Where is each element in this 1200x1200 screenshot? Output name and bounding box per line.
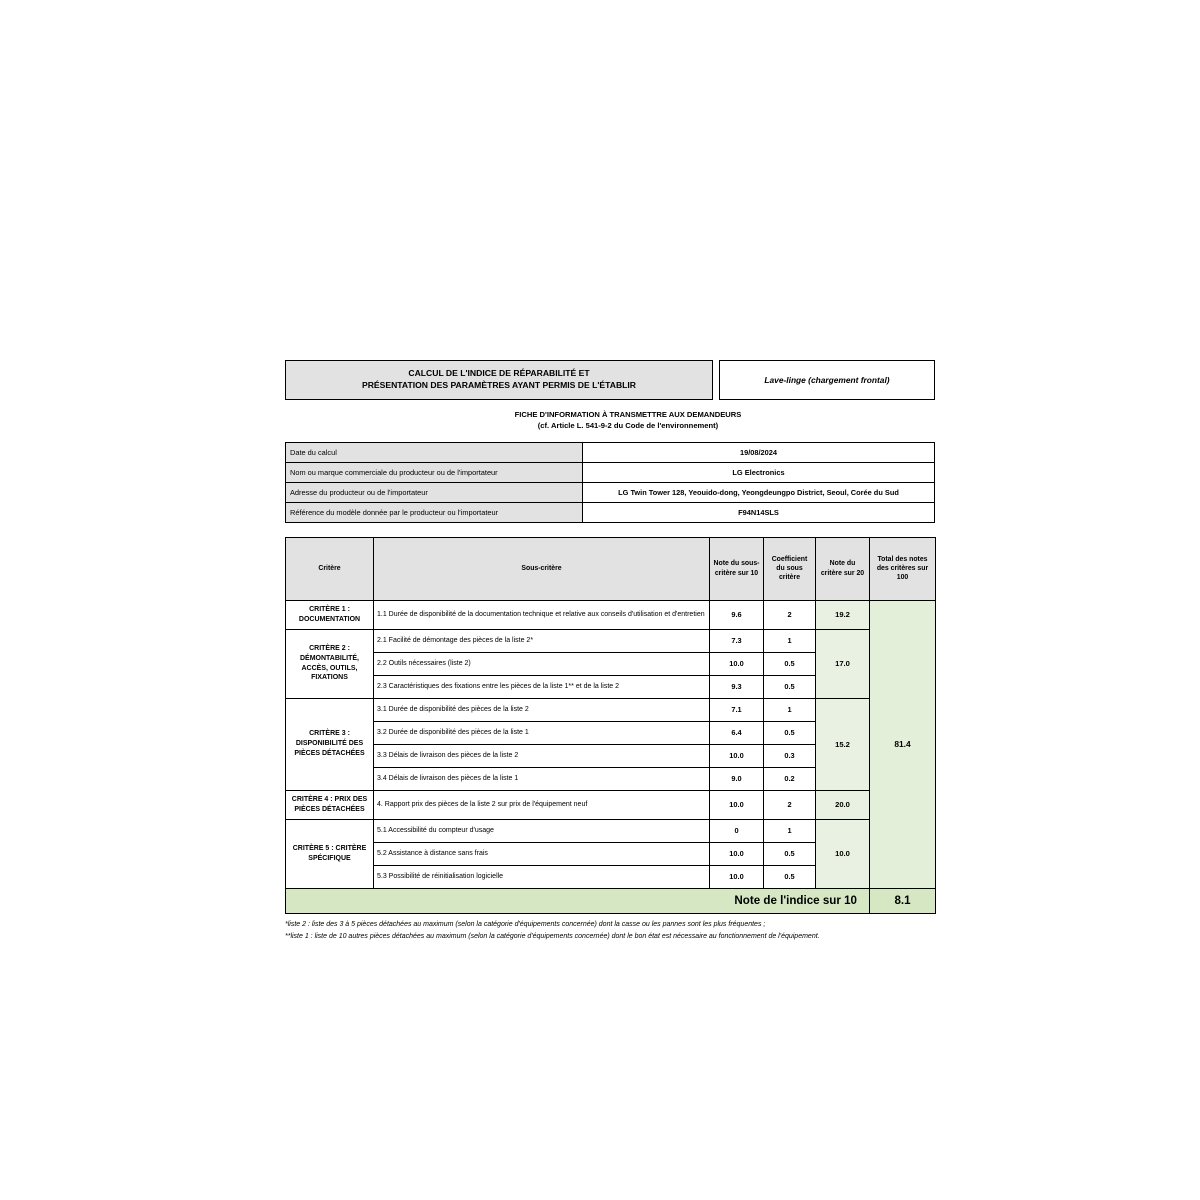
subcriterion-5-2-note10: 10.0 (710, 842, 764, 865)
table-header-row (286, 537, 936, 600)
table-row (286, 629, 936, 652)
column-header-note10: Note du sous-critère sur 10 (710, 537, 764, 600)
subcriterion-4-coefficient: 2 (764, 790, 816, 819)
table-row (286, 462, 935, 482)
document-header (285, 360, 935, 400)
subcriterion-3-1-note10: 7.1 (710, 698, 764, 721)
criteria-scoring-table (285, 537, 936, 889)
subcriterion-2-3-coefficient: 0.5 (764, 675, 816, 698)
column-header-total: Total des notes des critères sur 100 (870, 537, 936, 600)
subcriterion-5-2-coefficient: 0.5 (764, 842, 816, 865)
column-header-coefficient: Coefficient du sous critère (764, 537, 816, 600)
criterion-2-name: CRITÈRE 2 : DÉMONTABILITÉ, ACCÈS, OUTILS, FIXATIONS (286, 629, 374, 698)
table-row (286, 698, 936, 721)
footnote-liste-2: *liste 2 : liste des 3 à 5 pièces détachées au maximum (selon la catégorie d'équipements concernée) dont la casse ou les pannes sont les plus fréquentes ; (285, 920, 766, 928)
subcriterion-3-3-label: 3.3 Délais de livraison des pièces de la liste 2 (374, 744, 710, 767)
criterion-3-note20: 15.2 (816, 698, 870, 790)
total-score-100: 81.4 (870, 600, 936, 888)
subcriterion-4-label: 4. Rapport prix des pièces de la liste 2 sur prix de l'équipement neuf (374, 790, 710, 819)
info-label-date: Date du calcul (286, 442, 583, 462)
table-row (286, 819, 936, 842)
subcriterion-4-note10: 10.0 (710, 790, 764, 819)
table-row (286, 790, 936, 819)
subcriterion-3-4-label: 3.4 Délais de livraison des pièces de la liste 1 (374, 767, 710, 790)
info-value-brand: LG Electronics (583, 462, 935, 482)
table-row (286, 502, 935, 522)
subcriterion-2-1-label: 2.1 Facilité de démontage des pièces de la liste 2* (374, 629, 710, 652)
column-header-criterion: Critère (286, 537, 374, 600)
criterion-4-note20: 20.0 (816, 790, 870, 819)
subcriterion-3-2-note10: 6.4 (710, 721, 764, 744)
criterion-5-note20: 10.0 (816, 819, 870, 888)
subcriterion-5-1-coefficient: 1 (764, 819, 816, 842)
subcriterion-5-3-coefficient: 0.5 (764, 865, 816, 888)
criterion-1-name: CRITÈRE 1 : DOCUMENTATION (286, 600, 374, 629)
subcriterion-2-1-note10: 7.3 (710, 629, 764, 652)
table-row (286, 442, 935, 462)
document-subheader (285, 409, 935, 432)
info-value-model: F94N14SLS (583, 502, 935, 522)
reparability-index-sheet (285, 360, 935, 943)
subcriterion-3-4-coefficient: 0.2 (764, 767, 816, 790)
subcriterion-2-3-label: 2.3 Caractéristiques des fixations entre les pièces de la liste 1** et de la liste 2 (374, 675, 710, 698)
info-label-model: Référence du modèle donnée par le producteur ou l'importateur (286, 502, 583, 522)
subcriterion-3-1-coefficient: 1 (764, 698, 816, 721)
subcriterion-5-2-label: 5.2 Assistance à distance sans frais (374, 842, 710, 865)
table-row (286, 482, 935, 502)
subcriterion-2-3-note10: 9.3 (710, 675, 764, 698)
subcriterion-3-2-coefficient: 0.5 (764, 721, 816, 744)
document-title (285, 360, 713, 400)
table-row (286, 600, 936, 629)
document-title-line1: CALCUL DE L'INDICE DE RÉPARABILITÉ ET (408, 368, 590, 378)
final-index-row (285, 888, 936, 914)
product-category: Lave-linge (chargement frontal) (719, 360, 935, 400)
document-title-line2: PRÉSENTATION DES PARAMÈTRES AYANT PERMIS DE L'ÉTABLIR (361, 380, 637, 391)
subcriterion-2-2-label: 2.2 Outils nécessaires (liste 2) (374, 652, 710, 675)
subcriterion-3-4-note10: 9.0 (710, 767, 764, 790)
subcriterion-5-3-label: 5.3 Possibilité de réinitialisation logicielle (374, 865, 710, 888)
column-header-subcriterion: Sous-critère (374, 537, 710, 600)
info-value-address: LG Twin Tower 128, Yeouido-dong, Yeongdeungpo District, Seoul, Corée du Sud (583, 482, 935, 502)
info-label-brand: Nom ou marque commerciale du producteur ou de l'importateur (286, 462, 583, 482)
criterion-1-note20: 19.2 (816, 600, 870, 629)
subcriterion-1-1-coefficient: 2 (764, 600, 816, 629)
subcriterion-3-3-coefficient: 0.3 (764, 744, 816, 767)
subcriterion-5-1-note10: 0 (710, 819, 764, 842)
table-row (286, 888, 936, 913)
subcriterion-2-1-coefficient: 1 (764, 629, 816, 652)
subcriterion-2-2-note10: 10.0 (710, 652, 764, 675)
index-label: Note de l'indice sur 10 (286, 888, 870, 913)
subheader-line1: FICHE D'INFORMATION À TRANSMETTRE AUX DEMANDEURS (514, 409, 742, 419)
criterion-3-name: CRITÈRE 3 : DISPONIBILITÉ DES PIÈCES DÉTACHÉES (286, 698, 374, 790)
criterion-5-name: CRITÈRE 5 : CRITÈRE SPÉCIFIQUE (286, 819, 374, 888)
subcriterion-2-2-coefficient: 0.5 (764, 652, 816, 675)
info-value-date: 19/08/2024 (583, 442, 935, 462)
subcriterion-5-3-note10: 10.0 (710, 865, 764, 888)
subheader-line2: (cf. Article L. 541-9-2 du Code de l'environnement) (537, 421, 719, 431)
subcriterion-5-1-label: 5.1 Accessibilité du compteur d'usage (374, 819, 710, 842)
criterion-4-name: CRITÈRE 4 : PRIX DES PIÈCES DÉTACHÉES (286, 790, 374, 819)
subcriterion-1-1-label: 1.1 Durée de disponibilité de la documentation technique et relative aux conseils d'utilisation et d'entretien (374, 600, 710, 629)
footnote-liste-1: **liste 1 : liste de 10 autres pièces détachées au maximum (selon la catégorie d'équipements concernée) dont le bon état est nécessaire au fonctionnement de l'équipement. (285, 932, 820, 940)
subcriterion-3-1-label: 3.1 Durée de disponibilité des pièces de la liste 2 (374, 698, 710, 721)
subcriterion-1-1-note10: 9.6 (710, 600, 764, 629)
index-value: 8.1 (870, 888, 936, 913)
criterion-2-note20: 17.0 (816, 629, 870, 698)
subcriterion-3-3-note10: 10.0 (710, 744, 764, 767)
footnotes (285, 919, 945, 944)
product-info-table (285, 442, 935, 523)
subcriterion-3-2-label: 3.2 Durée de disponibilité des pièces de la liste 1 (374, 721, 710, 744)
column-header-note20: Note du critère sur 20 (816, 537, 870, 600)
info-label-address: Adresse du producteur ou de l'importateur (286, 482, 583, 502)
